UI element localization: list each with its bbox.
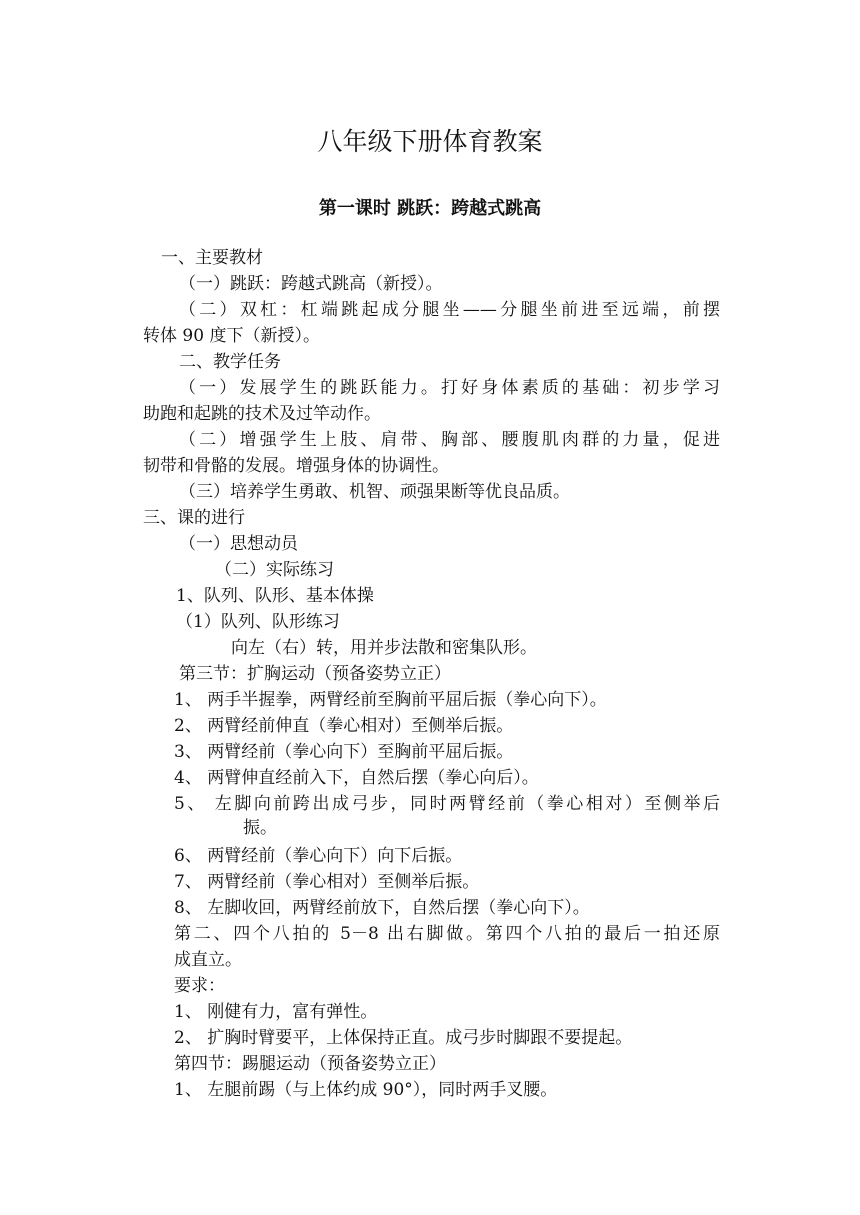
paragraph-line: （二）增强学生上肢、肩带、胸部、腰腹肌肉群的力量，促进	[179, 430, 720, 450]
list-item: 5、 左脚向前跨出成弓步，同时两臂经前（拳心相对）至侧举后	[174, 794, 720, 814]
list-item: 6、 两臂经前（拳心向下）向下后振。	[174, 846, 463, 866]
paragraph-line: （一）跳跃：跨越式跳高（新授）。	[179, 274, 443, 294]
list-item: 2、 两臂经前伸直（拳心相对）至侧举后振。	[174, 716, 514, 736]
section-heading: 三、课的进行	[143, 508, 245, 528]
list-item: 4、 两臂伸直经前入下，自然后摆（拳心向后）。	[174, 768, 539, 788]
list-item: 7、 两臂经前（拳心相对）至侧举后振。	[174, 872, 480, 892]
subsection-heading: 第三节：扩胸运动（预备姿势立正）	[179, 664, 451, 684]
paragraph-line: （一）思想动员	[179, 534, 298, 554]
requirements-heading: 要求：	[174, 976, 225, 996]
paragraph-line: （一）发展学生的跳跃能力。打好身体素质的基础：初步学习	[179, 378, 720, 398]
section-heading: 二、教学任务	[179, 352, 281, 372]
paragraph-line: 韧带和骨骼的发展。增强身体的协调性。	[143, 456, 449, 476]
paragraph-line: 成直立。	[174, 950, 242, 970]
paragraph-line: 1、队列、队形、基本体操	[176, 586, 374, 606]
list-item: 1、 左腿前踢（与上体约成 90°），同时两手叉腰。	[174, 1080, 558, 1100]
paragraph-line: 向左（右）转，用并步法散和密集队形。	[231, 638, 537, 658]
list-item: 1、 两手半握拳，两臂经前至胸前平屈后振（拳心向下）。	[174, 690, 607, 710]
paragraph-line: （二）双杠：杠端跳起成分腿坐——分腿坐前进至远端，前摆	[179, 300, 720, 320]
lesson-title: 第一课时 跳跃：跨越式跳高	[318, 198, 542, 219]
paragraph-line: （二）实际练习	[215, 560, 334, 580]
section-heading: 一、主要教材	[161, 248, 263, 268]
paragraph-line: 转体 90 度下（新授）。	[143, 326, 320, 346]
subsection-heading: 第四节：踢腿运动（预备姿势立正）	[174, 1054, 446, 1074]
list-item: 2、 扩胸时臂要平，上体保持正直。成弓步时脚跟不要提起。	[174, 1028, 633, 1048]
list-item: 3、 两臂经前（拳心向下）至胸前平屈后振。	[174, 742, 514, 762]
list-item-continuation: 振。	[243, 818, 277, 838]
document-title: 八年级下册体育教案	[317, 127, 543, 156]
paragraph-line: 第二、四个八拍的 5－8 出右脚做。第四个八拍的最后一拍还原	[174, 924, 720, 944]
list-item: 1、 刚健有力，富有弹性。	[174, 1002, 378, 1022]
paragraph-line: （三）培养学生勇敢、机智、顽强果断等优良品质。	[179, 482, 570, 502]
paragraph-line: （1）队列、队形练习	[176, 612, 340, 632]
list-item: 8、 左脚收回，两臂经前放下，自然后摆（拳心向下）。	[174, 898, 590, 918]
paragraph-line: 助跑和起跳的技术及过竿动作。	[143, 404, 381, 424]
